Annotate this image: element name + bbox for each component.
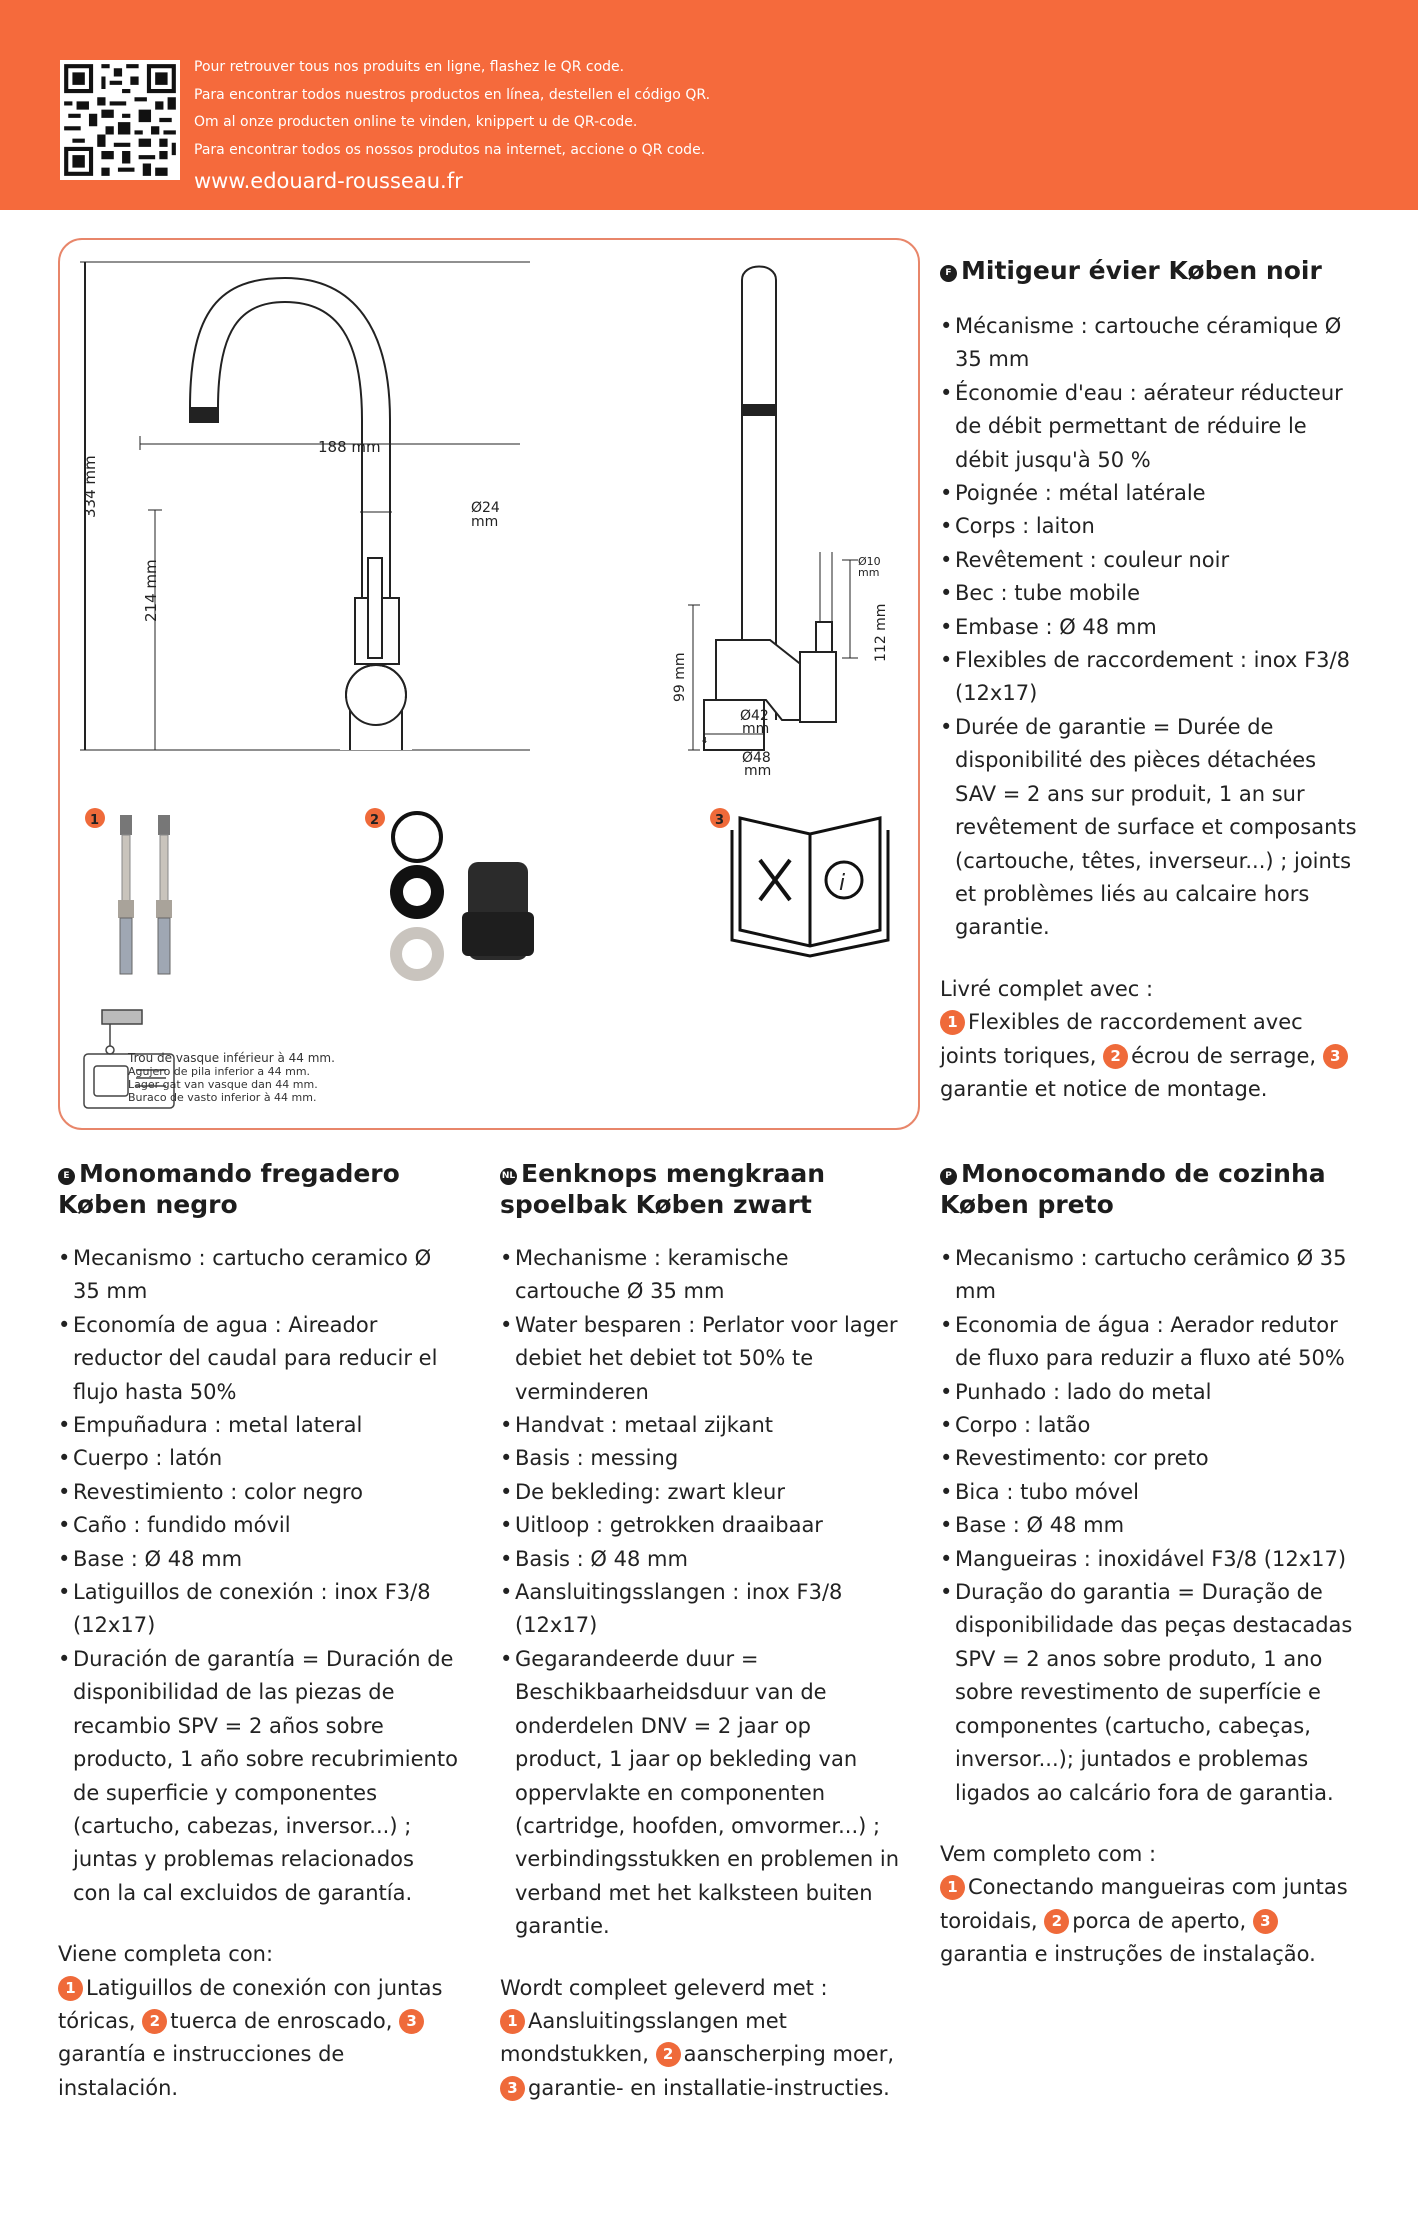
delivered-heading-es: Viene completa con: — [58, 1942, 274, 1967]
delivered-text-es: 1 Latiguillos de conexión con juntas tóricas, 2 tuerca de enroscado, 3garantía e instrucciones de instalación. — [58, 1975, 443, 2100]
spec-item: • Latiguillos de conexión : inox F3/8 (12x17) — [58, 1576, 458, 1643]
spec-item: • Poignée : métal latérale — [940, 477, 1360, 510]
delivered-heading-nl: Wordt compleet geleverd met : — [500, 1975, 828, 2000]
dim-body-height: 99 mm — [672, 652, 688, 702]
spec-item: • Economia de água : Aerador redutor de fluxo para reduzir a fluxo até 50% — [940, 1309, 1360, 1376]
dim-small: 4 — [702, 736, 708, 745]
qr-line-fr: Pour retrouver tous nos produits en ligne, flashez le QR code. — [194, 59, 625, 75]
header-text — [194, 54, 710, 196]
flag-fr: F — [940, 265, 957, 282]
spec-item: • Water besparen : Perlator voor lager debiet het debiet tot 50% te verminderen — [500, 1309, 900, 1409]
hole-note-fr: Trou de vasque inférieur à 44 mm. — [128, 1051, 335, 1065]
qr-code[interactable] — [60, 60, 180, 180]
hoses-image — [118, 815, 172, 974]
svg-text:i: i — [839, 871, 846, 896]
spec-item: • Cuerpo : latón — [58, 1442, 458, 1475]
spec-item: • Économie d'eau : aérateur réducteur de débit permettant de réduire le débit jusqu'à 50 % — [940, 377, 1360, 477]
spec-item: • Basis : messing — [500, 1442, 900, 1475]
spec-item: • Base : Ø 48 mm — [940, 1509, 1360, 1542]
spec-item: • De bekleding: zwart kleur — [500, 1476, 900, 1509]
dim-body-diam-unit: mm — [742, 721, 770, 737]
dim-handle-diam: Ø10 — [858, 555, 881, 568]
dim-spout-diam-unit: mm — [471, 514, 499, 530]
spec-item: • Base : Ø 48 mm — [58, 1543, 458, 1576]
part-number-1: 1 — [90, 813, 100, 828]
spec-item: • Corps : laiton — [940, 510, 1360, 543]
part-number-3: 3 — [715, 813, 725, 828]
diagram-drawing — [60, 240, 918, 1128]
title-nl: NL Eenknops mengkraan spoelbak Køben zwart — [500, 1159, 826, 1219]
spec-item: • Embase : Ø 48 mm — [940, 611, 1360, 644]
spec-item: • Economía de agua : Aireador reductor del caudal para reducir el flujo hasta 50% — [58, 1309, 458, 1409]
qr-line-pt: Para encontrar todos os nossos produtos na internet, accione o QR code. — [194, 141, 706, 158]
title-es: E Monomando fregadero Køben negro — [58, 1159, 400, 1219]
part-number-2: 2 — [370, 813, 380, 828]
spec-item: • Aansluitingsslangen : inox F3/8 (12x17) — [500, 1576, 900, 1643]
hole-note-nl: Lager gat van vasque dan 44 mm. — [128, 1078, 318, 1091]
spec-list-nl — [500, 1242, 900, 1944]
dim-height-total: 334 mm — [81, 455, 99, 518]
dim-base-diam-unit: mm — [744, 763, 772, 779]
dim-spout-height: 214 mm — [142, 559, 160, 622]
spec-item: • Mechanisme : keramische cartouche Ø 35 mm — [500, 1242, 900, 1309]
spec-item: • Mecanismo : cartucho ceramico Ø 35 mm — [58, 1242, 458, 1309]
spec-item: • Basis : Ø 48 mm — [500, 1543, 900, 1576]
title-fr: F Mitigeur évier Køben noir — [940, 255, 1360, 286]
spec-item: • Punhado : lado do metal — [940, 1376, 1360, 1409]
dim-spout-reach: 188 mm — [318, 438, 381, 456]
title-pt: P Monocomando de cozinha Køben preto — [940, 1159, 1326, 1219]
spec-item: • Corpo : latão — [940, 1409, 1360, 1442]
washers-nut-image — [390, 813, 534, 981]
manual-icon — [732, 818, 888, 956]
spec-item: • Mecanismo : cartucho cerâmico Ø 35 mm — [940, 1242, 1360, 1309]
flag-es: E — [58, 1168, 75, 1185]
section-nl — [500, 1158, 900, 2105]
qr-line-nl: Om al onze producten online te vinden, knippert u de QR-code. — [194, 114, 638, 130]
spec-item: • Duração do garantia = Duração de disponibilidade das peças destacadas SPV = 2 anos sobre produto, 1 ano sobre revestimento de superfície e componentes (cartucho, cabeças, inversor...); juntados e problemas ligados ao calcário fora de garantia. — [940, 1576, 1360, 1810]
spec-item: • Durée de garantie = Durée de disponibilité des pièces détachées SAV = 2 ans sur produit, 1 an sur revêtement de surface et composants (cartouche, têtes, inverseur...) ; joints et problèmes liés au calcaire hors garantie. — [940, 711, 1360, 945]
dim-spout-diam: Ø24 — [471, 500, 500, 516]
spec-item: • Empuñadura : metal lateral — [58, 1409, 458, 1442]
hole-note-es: Agujero de pila inferior a 44 mm. — [128, 1065, 311, 1078]
dim-handle-diam-unit: mm — [858, 566, 880, 579]
dim-body-diam: Ø42 — [740, 708, 769, 724]
spec-item: • Caño : fundido móvil — [58, 1509, 458, 1542]
spec-item: • Flexibles de raccordement : inox F3/8 (12x17) — [940, 644, 1360, 711]
spec-item: • Revêtement : couleur noir — [940, 544, 1360, 577]
delivered-heading-fr: Livré complet avec : — [940, 976, 1154, 1001]
spec-list-pt — [940, 1242, 1360, 1810]
section-fr — [940, 255, 1360, 1106]
dim-handle-length: 112 mm — [873, 603, 889, 662]
dim-base-diam: Ø48 — [742, 750, 771, 766]
delivered-heading-pt: Vem completo com : — [940, 1841, 1157, 1866]
section-es — [58, 1158, 458, 2105]
faucet-front-view — [688, 267, 858, 751]
website-link[interactable]: www.edouard-rousseau.fr — [194, 169, 463, 193]
technical-diagram — [58, 238, 920, 1130]
spec-item: • Duración de garantía = Duración de disponibilidad de las piezas de recambio SPV = 2 años sobre producto, 1 año sobre recubrimiento de superficie y componentes (cartucho, cabezas, inversor...) ; juntas y problemas relacionados con la cal excluidos de garantía. — [58, 1643, 458, 1910]
hole-note — [128, 1052, 335, 1104]
delivered-text-fr: 1 Flexibles de raccordement avec joints toriques, 2 écrou de serrage, 3garantie et notice de montage. — [940, 1006, 1360, 1106]
flag-nl: NL — [500, 1168, 517, 1185]
spec-list-es — [58, 1242, 458, 1910]
spec-item: • Uitloop : getrokken draaibaar — [500, 1509, 900, 1542]
spec-item: • Mécanisme : cartouche céramique Ø 35 mm — [940, 310, 1360, 377]
spec-item: • Handvat : metaal zijkant — [500, 1409, 900, 1442]
header-banner — [0, 0, 1418, 210]
flag-pt: P — [940, 1168, 957, 1185]
spec-item: • Bec : tube mobile — [940, 577, 1360, 610]
qr-line-es: Para encontrar todos nuestros productos en línea, destellen el código QR. — [194, 86, 711, 103]
spec-item: • Revestimiento : color negro — [58, 1476, 458, 1509]
spec-item: • Bica : tubo móvel — [940, 1476, 1360, 1509]
spec-item: • Mangueiras : inoxidável F3/8 (12x17) — [940, 1543, 1360, 1576]
delivered-text-nl: 1 Aansluitingsslangen met mondstukken, 2 aanscherping moer, 3 garantie- en installatie-instructies. — [500, 2008, 895, 2100]
delivered-text-pt: 1 Conectando mangueiras com juntas toroidais, 2 porca de aperto, 3garantia e instruções de instalação. — [940, 1875, 1348, 1967]
spec-item: • Gegarandeerde duur = Beschikbaarheidsduur van de onderdelen DNV = 2 jaar op product, 1 jaar op bekleding van oppervlakte en componenten (cartridge, hoofden, omvormer...) ; verbindingsstukken en problemen in verband met het kalksteen buiten garantie. — [500, 1643, 900, 1944]
faucet-side-view — [80, 262, 530, 750]
spec-item: • Revestimento: cor preto — [940, 1442, 1360, 1475]
spec-list-fr — [940, 310, 1360, 945]
hole-note-pt: Buraco de vasto inferior à 44 mm. — [128, 1091, 317, 1104]
section-pt — [940, 1158, 1360, 1972]
